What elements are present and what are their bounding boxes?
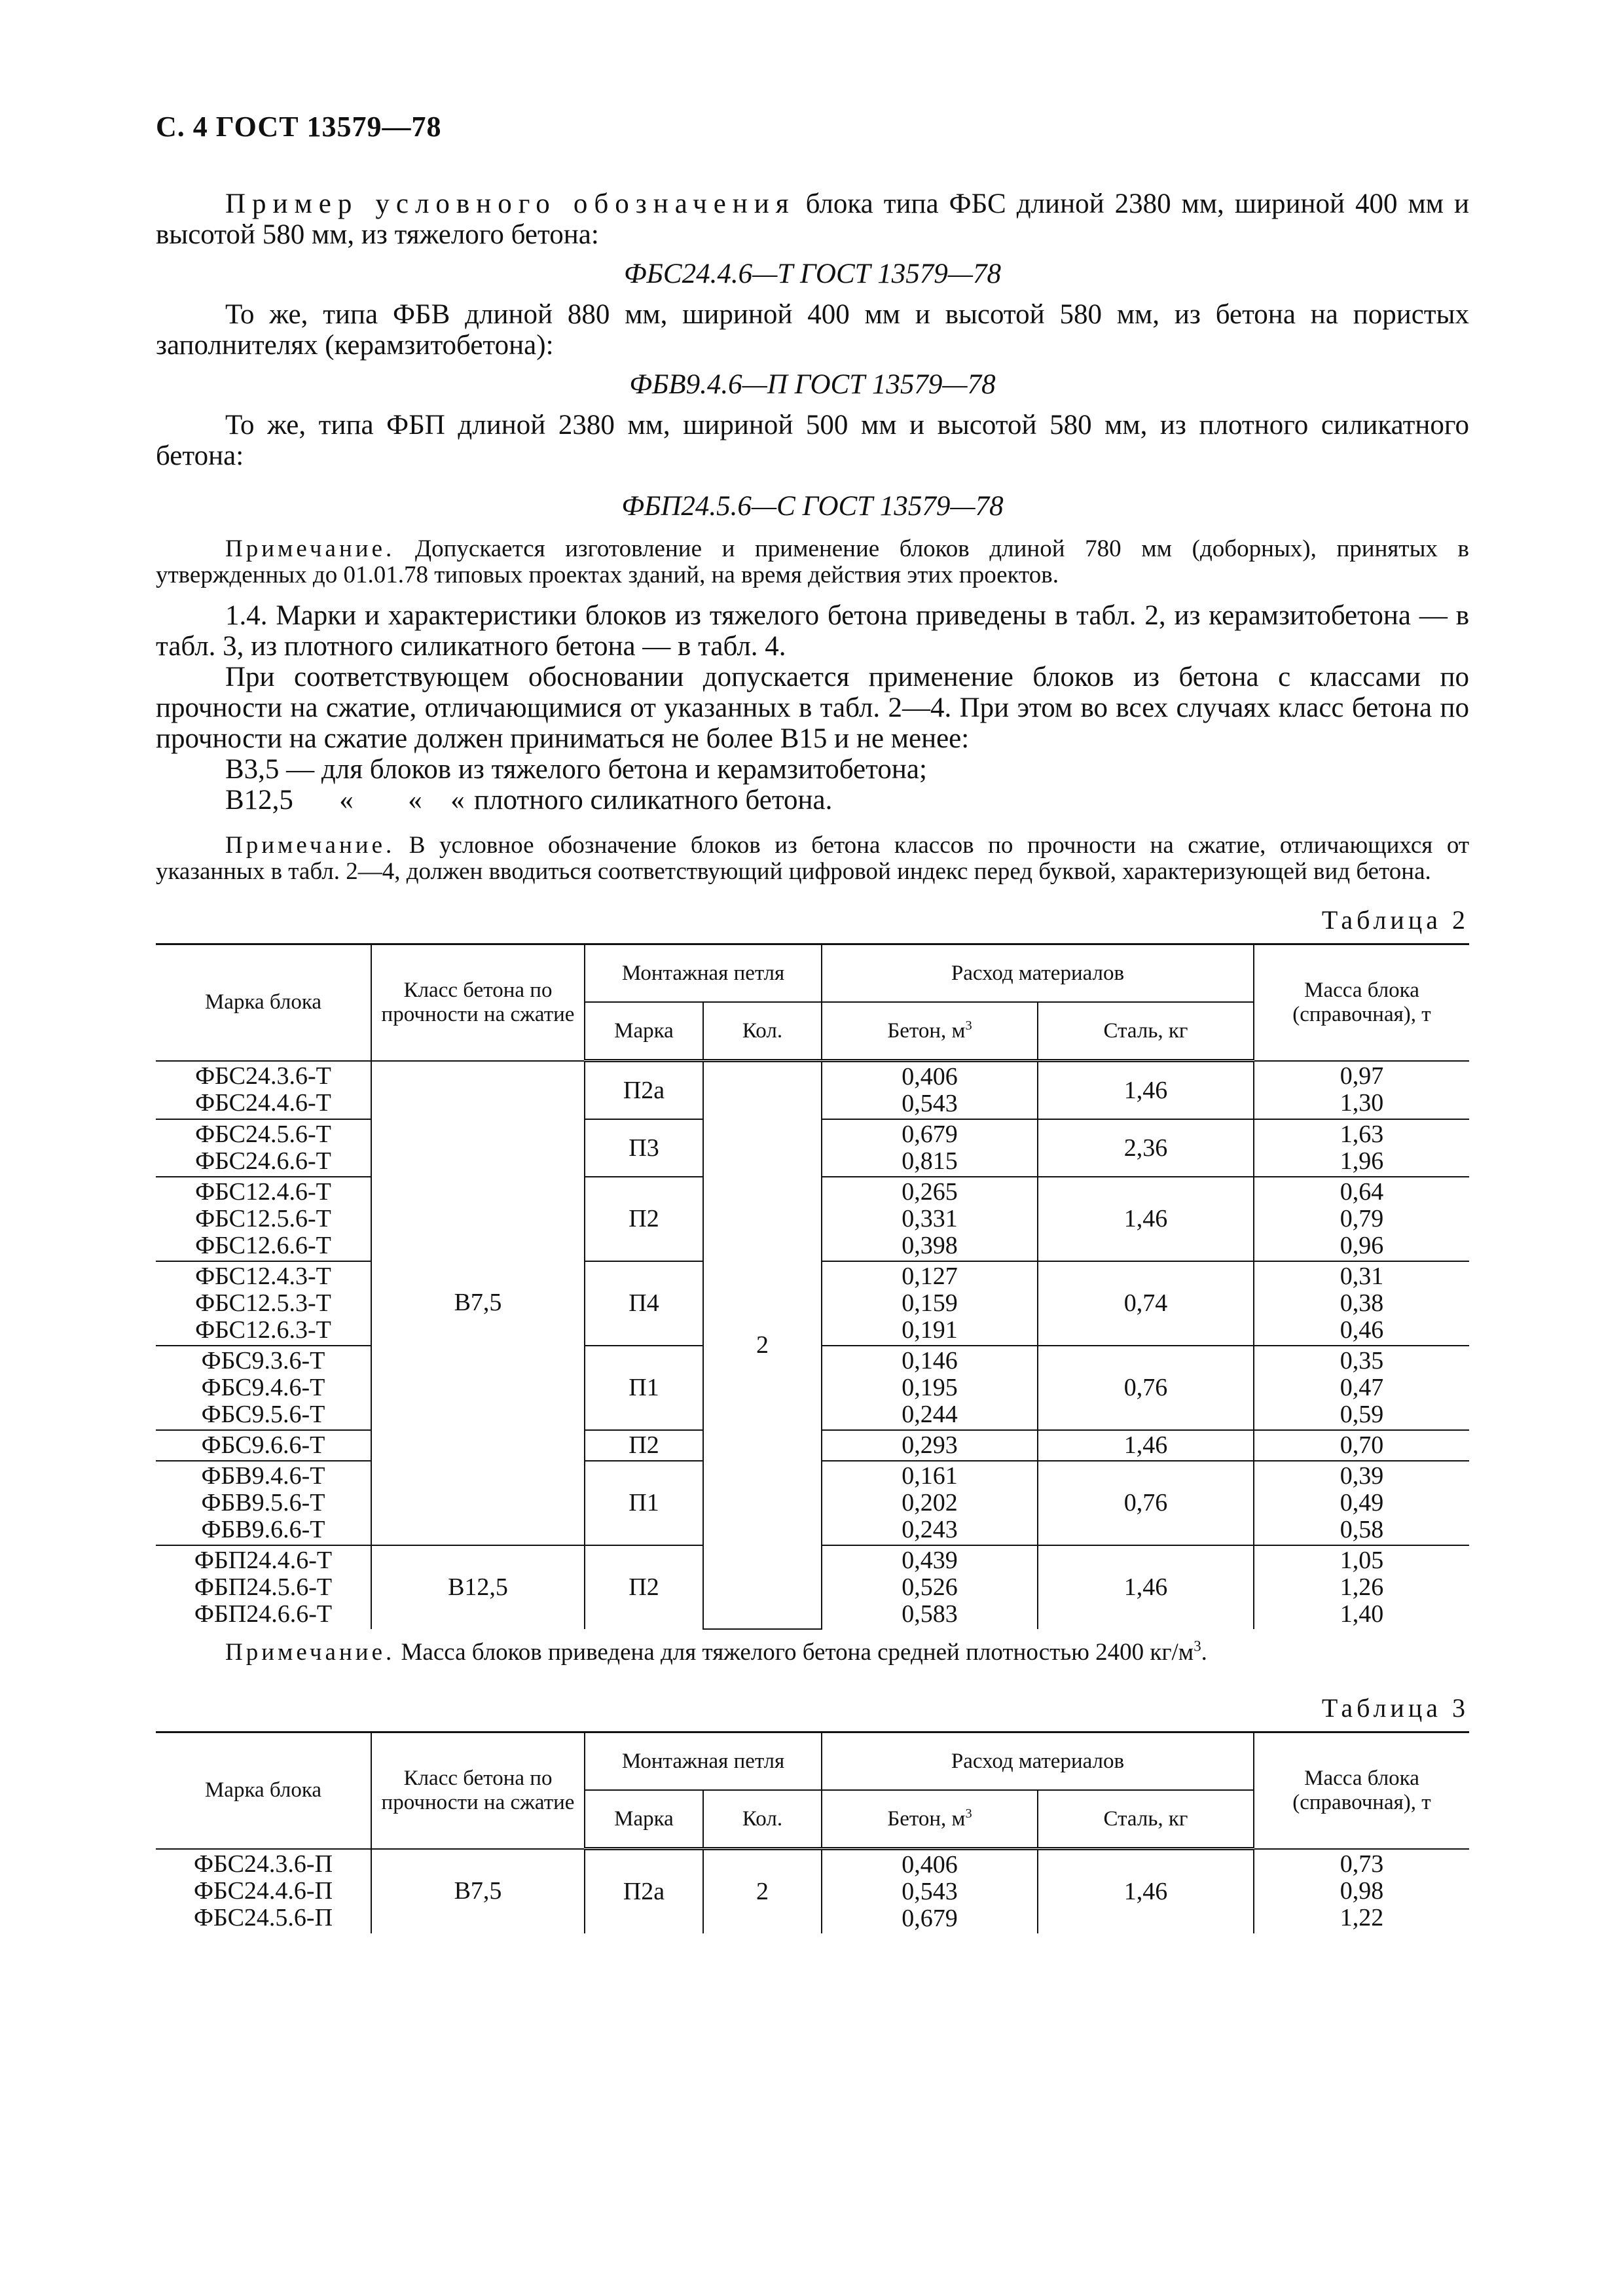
cell-mass: 0,64 0,79 0,96 [1254, 1177, 1469, 1261]
cell-mass: 0,97 1,30 [1254, 1061, 1469, 1120]
cell-concrete: 0,679 0,815 [822, 1119, 1038, 1177]
formula-1: ФБС24.4.6—Т ГОСТ 13579—78 [623, 259, 1002, 289]
table-2-note-text: Масса блоков приведена для тяжелого бетона средней плотностью 2400 кг/м [395, 1639, 1194, 1666]
cell-class-b125: В12,5 [371, 1545, 585, 1629]
table-3 [156, 1731, 1469, 1933]
cell-loop: П3 [585, 1119, 703, 1177]
header-concrete-label: Бетон, м [887, 1806, 966, 1831]
cell-loop: П1 [585, 1461, 703, 1545]
header-loop-mark: Марка [585, 1002, 703, 1061]
cell-loop: П2а [585, 1849, 703, 1934]
paragraph-4: 1.4. Марки и характеристики блоков из тяжелого бетона приведены в табл. 2, из керамзитобетона — в табл. 3, из плотного силикатного бетона — в табл. 4. [156, 600, 1469, 662]
header-materials: Расход материалов [822, 944, 1254, 1003]
table-row [156, 1061, 1469, 1120]
example-paragraph [156, 188, 1469, 250]
cell-concrete: 0,406 0,543 0,679 [822, 1849, 1038, 1934]
cell-steel: 1,46 [1038, 1545, 1254, 1629]
header-mark: Марка блока [156, 944, 371, 1061]
table-2-note [156, 1639, 1469, 1666]
header-loop-qty: Кол. [703, 1790, 822, 1849]
cell-steel: 0,76 [1038, 1346, 1254, 1430]
header-steel: Сталь, кг [1038, 1002, 1254, 1061]
cell-marks: ФБС12.4.3-Т ФБС12.5.3-Т ФБС12.6.3-Т [156, 1261, 371, 1346]
cell-marks: ФБС24.5.6-Т ФБС24.6.6-Т [156, 1119, 371, 1177]
cell-loop: П1 [585, 1346, 703, 1430]
cell-marks: ФБС24.3.6-П ФБС24.4.6-П ФБС24.5.6-П [156, 1849, 371, 1934]
cell-marks: ФБС9.3.6-Т ФБС9.4.6-Т ФБС9.5.6-Т [156, 1346, 371, 1430]
cell-qty: 2 [703, 1061, 822, 1630]
ditto-mark-2: « [408, 785, 422, 816]
cell-mass: 0,70 [1254, 1430, 1469, 1461]
header-steel: Сталь, кг [1038, 1790, 1254, 1849]
example-text: блока типа ФБС длиной 2380 мм, шириной 400 мм и высотой 580 мм, из тяжелого бетона: [156, 188, 1469, 250]
ditto-mark-3: « [450, 785, 465, 816]
table-2-note-sup: 3 [1194, 1638, 1201, 1655]
cell-marks: ФБС12.4.6-Т ФБС12.5.6-Т ФБС12.6.6-Т [156, 1177, 371, 1261]
cell-steel: 2,36 [1038, 1119, 1254, 1177]
cell-concrete: 0,293 [822, 1430, 1038, 1461]
cell-marks: ФБС9.6.6-Т [156, 1430, 371, 1461]
class-2-value: В12,5 [225, 785, 293, 816]
cell-steel: 0,74 [1038, 1261, 1254, 1346]
cell-steel: 1,46 [1038, 1177, 1254, 1261]
cell-mass: 0,39 0,49 0,58 [1254, 1461, 1469, 1545]
cell-loop: П2 [585, 1545, 703, 1629]
cell-qty: 2 [703, 1849, 822, 1934]
table-3-caption: Таблица 3 [1321, 1693, 1469, 1723]
header-loop-mark: Марка [585, 1790, 703, 1849]
cell-steel: 1,46 [1038, 1061, 1254, 1120]
header-materials: Расход материалов [822, 1732, 1254, 1791]
header-concrete-label: Бетон, м [887, 1018, 966, 1043]
table-2-note-label: Примечание. [225, 1639, 395, 1666]
paragraph-2: То же, типа ФБВ длиной 880 мм, шириной 400 мм и высотой 580 мм, из бетона на пористых заполнителях (керамзитобетона): [156, 299, 1469, 361]
class-line-2 [225, 785, 1469, 816]
cell-concrete: 0,406 0,543 [822, 1061, 1038, 1120]
cell-mass: 0,35 0,47 0,59 [1254, 1346, 1469, 1430]
cell-steel: 1,46 [1038, 1849, 1254, 1934]
header-concrete-sup: 3 [965, 1806, 972, 1821]
class-2-text: плотного силикатного бетона. [474, 785, 833, 816]
header-concrete-sup: 3 [965, 1018, 972, 1033]
cell-concrete: 0,146 0,195 0,244 [822, 1346, 1038, 1430]
header-mass: Масса блока (справочная), т [1254, 944, 1469, 1061]
cell-loop: П4 [585, 1261, 703, 1346]
header-concrete [822, 1790, 1038, 1849]
note-1-label: Примечание. [225, 535, 395, 562]
cell-mass: 1,63 1,96 [1254, 1119, 1469, 1177]
table-2-note-end: . [1201, 1639, 1207, 1666]
class-line-1: В3,5 — для блоков из тяжелого бетона и керамзитобетона; [225, 754, 927, 785]
cell-concrete: 0,439 0,526 0,583 [822, 1545, 1038, 1629]
cell-concrete: 0,265 0,331 0,398 [822, 1177, 1038, 1261]
table-row [156, 1849, 1469, 1934]
note-1-text: Допускается изготовление и применение блоков длиной 780 мм (доборных), принятых в утвержденных до 01.01.78 типовых проектах зданий, на время действия этих проектов. [156, 535, 1469, 588]
cell-marks: ФБС24.3.6-Т ФБС24.4.6-Т [156, 1061, 371, 1120]
note-2-text: В условное обозначение блоков из бетона классов по прочности на сжатие, отличающихся от указанных в табл. 2—4, должен вводиться соответствующий цифровой индекс перед буквой, характеризующей вид бетона. [156, 832, 1469, 885]
page-content [156, 188, 1469, 1933]
example-label: Пример условного обозначения [225, 188, 795, 219]
header-loop: Монтажная петля [585, 1732, 822, 1791]
header-loop: Монтажная петля [585, 944, 822, 1003]
page-header: С. 4 ГОСТ 13579—78 [156, 111, 442, 143]
cell-steel: 1,46 [1038, 1430, 1254, 1461]
cell-mass: 0,31 0,38 0,46 [1254, 1261, 1469, 1346]
cell-mass: 1,05 1,26 1,40 [1254, 1545, 1469, 1629]
header-mass: Масса блока (справочная), т [1254, 1732, 1469, 1849]
cell-loop: П2 [585, 1430, 703, 1461]
cell-marks: ФБВ9.4.6-Т ФБВ9.5.6-Т ФБВ9.6.6-Т [156, 1461, 371, 1545]
cell-marks: ФБП24.4.6-Т ФБП24.5.6-Т ФБП24.6.6-Т [156, 1545, 371, 1629]
table-2 [156, 943, 1469, 1630]
cell-concrete: 0,127 0,159 0,191 [822, 1261, 1038, 1346]
paragraph-3: То же, типа ФБП длиной 2380 мм, шириной 500 мм и высотой 580 мм, из плотного силикатного бетона: [156, 410, 1469, 471]
note-1 [156, 536, 1469, 588]
table-2-caption: Таблица 2 [1321, 905, 1469, 935]
cell-mass: 0,73 0,98 1,22 [1254, 1849, 1469, 1934]
paragraph-5: При соответствующем обосновании допускается применение блоков из бетона с классами по прочности на сжатие, отличающимися от указанных в табл. 2—4. При этом во всех случаях класс бетона по прочности на сжатие должен приниматься не более В15 и не менее: [156, 662, 1469, 754]
cell-concrete: 0,161 0,202 0,243 [822, 1461, 1038, 1545]
header-concrete [822, 1002, 1038, 1061]
cell-loop: П2а [585, 1061, 703, 1120]
cell-class: В7,5 [371, 1849, 585, 1934]
header-class: Класс бетона по прочности на сжатие [371, 944, 585, 1061]
cell-steel: 0,76 [1038, 1461, 1254, 1545]
ditto-mark-1: « [339, 785, 354, 816]
header-class: Класс бетона по прочности на сжатие [371, 1732, 585, 1849]
header-loop-qty: Кол. [703, 1002, 822, 1061]
cell-class-b75: В7,5 [371, 1061, 585, 1546]
formula-2: ФБВ9.4.6—П ГОСТ 13579—78 [629, 369, 996, 400]
note-2-label: Примечание. [225, 832, 395, 859]
note-2 [156, 833, 1469, 885]
formula-3: ФБП24.5.6—С ГОСТ 13579—78 [621, 491, 1004, 522]
header-mark: Марка блока [156, 1732, 371, 1849]
cell-loop: П2 [585, 1177, 703, 1261]
